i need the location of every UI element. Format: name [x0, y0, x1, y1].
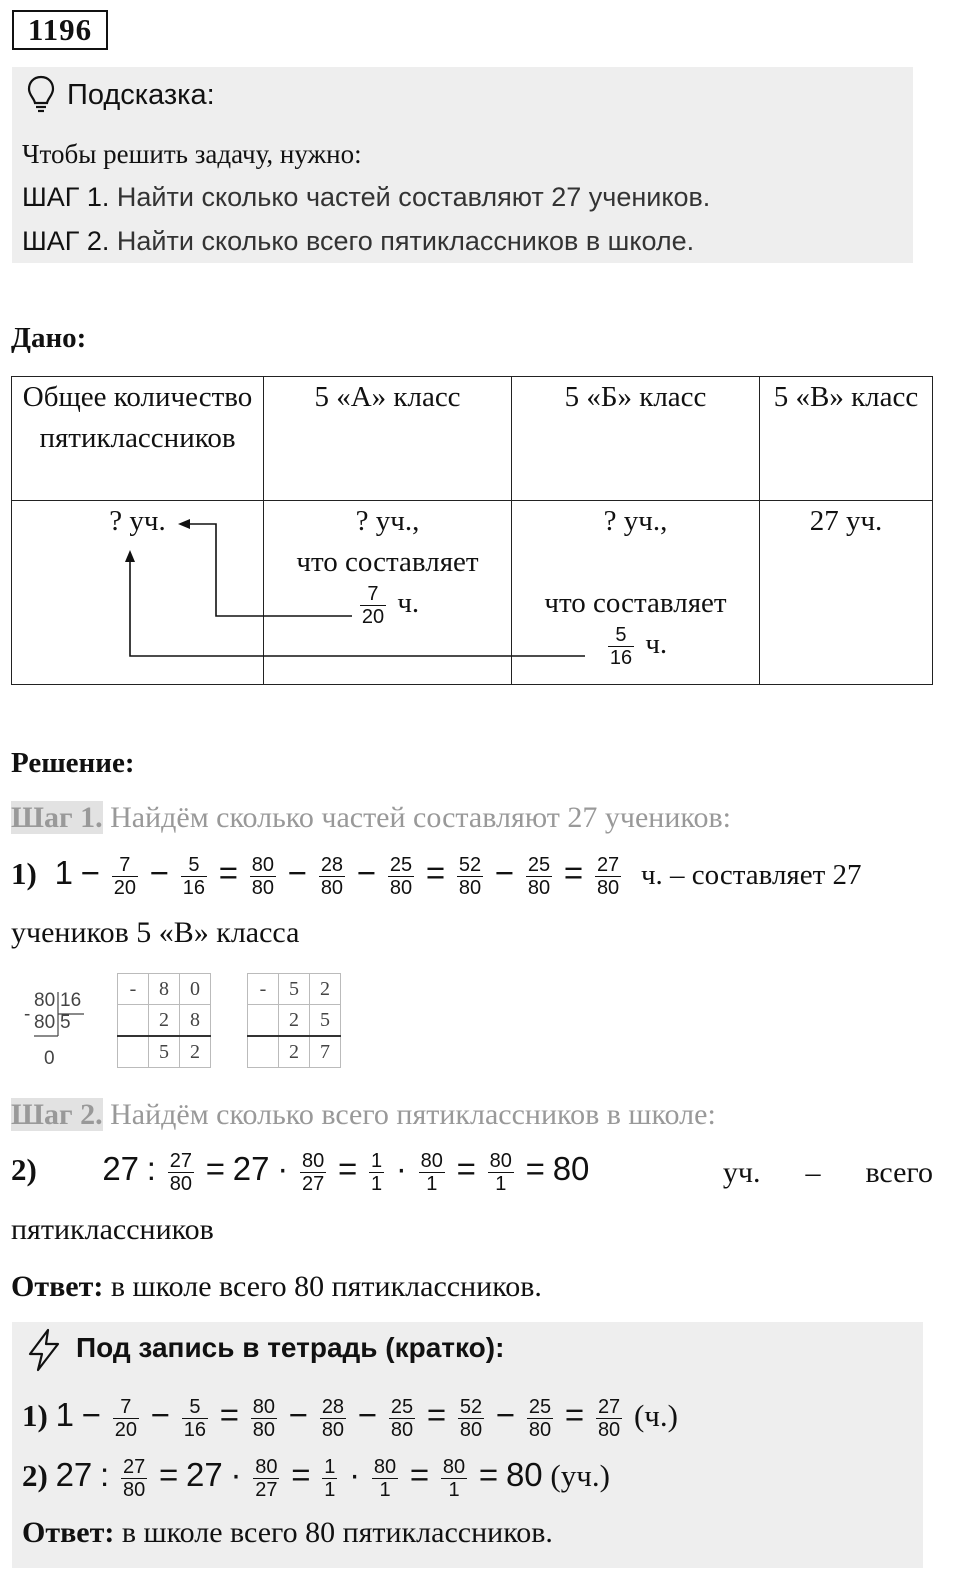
nb-eq2-equals: = — [409, 1456, 430, 1493]
eq1-minus: − — [356, 854, 377, 891]
division-remainder: 0 — [44, 1048, 55, 1069]
step1-heading — [11, 801, 731, 835]
notebook-box — [12, 1322, 923, 1568]
header-b: 5 «Б» класс — [512, 377, 760, 501]
nb-eq2-label: 2) — [22, 1458, 48, 1493]
eq2-equals: = — [205, 1150, 225, 1187]
arrow-a-to-total — [186, 524, 352, 616]
arrowhead-a — [178, 519, 190, 529]
nb-eq1-frac-28-80: $\frac{28}{80}$ — [321, 1396, 345, 1442]
hint-title: Подсказка: — [67, 79, 215, 111]
task-number: 1196 — [12, 10, 108, 50]
eq1-equals: = — [218, 854, 239, 891]
arrow-b-to-total — [130, 560, 585, 656]
division-minus: - — [24, 1004, 31, 1025]
header-c: 5 «В» класс — [760, 377, 933, 501]
nb-eq1-frac-25-80b: $\frac{25}{80}$ — [528, 1396, 552, 1442]
eq1-tail: ч. – составляет 27 — [640, 859, 862, 891]
eq2-27: 27 — [102, 1150, 140, 1187]
nb-eq1-frac-27-80: $\frac{27}{80}$ — [597, 1396, 621, 1442]
nb-eq1-minus: − — [150, 1396, 170, 1433]
nb-eq2-27: 27 — [55, 1456, 93, 1493]
eq2-frac-1-1: $\frac{1}{1}$ — [371, 1150, 383, 1196]
nb-eq1-unit: (ч.) — [633, 1398, 678, 1433]
b-fraction: $\frac{5}{16}$ — [609, 624, 633, 669]
nb-eq1-label: 1) — [22, 1398, 48, 1433]
eq1-minus: − — [287, 854, 308, 891]
eq1-frac-7-20: $\frac{7}{20}$ — [113, 854, 136, 900]
nb-eq1-frac-7-20: $\frac{7}{20}$ — [114, 1396, 137, 1442]
nb-eq1-frac-25-80: $\frac{25}{80}$ — [390, 1396, 414, 1442]
hint-intro: Чтобы решить задачу, нужно: — [22, 139, 362, 169]
nb-eq1-frac-5-16: $\frac{5}{16}$ — [183, 1396, 206, 1442]
nb-eq1-minus: − — [81, 1396, 101, 1433]
equation-2 — [11, 1150, 933, 1195]
nb-eq2-dot: · — [230, 1456, 242, 1493]
nb-eq1-equals: = — [426, 1396, 447, 1433]
eq2-frac-80-1b: $\frac{80}{1}$ — [489, 1150, 512, 1196]
eq1-frac-80-80: $\frac{80}{80}$ — [251, 854, 275, 900]
eq1-frac-25-80: $\frac{25}{80}$ — [389, 854, 413, 900]
eq2-equals: = — [456, 1150, 476, 1187]
step2-text: Найдём сколько всего пятиклассников в школе: — [102, 1098, 716, 1131]
nb-eq1-minus: − — [495, 1396, 516, 1433]
b-unit: ч. — [645, 628, 668, 661]
division-dividend: 80 — [34, 990, 56, 1011]
eq1-frac-5-16: $\frac{5}{16}$ — [182, 854, 205, 900]
long-division — [24, 990, 94, 1070]
nb-answer-label: Ответ: — [22, 1516, 115, 1549]
eq1-minus: − — [80, 854, 100, 891]
hint-step-1-label: ШАГ 1. — [22, 182, 110, 212]
nb-eq1-equals: = — [219, 1396, 240, 1433]
hint-step-2-text: Найти сколько всего пятиклассников в школе. — [109, 226, 695, 256]
notebook-equation-2 — [22, 1456, 610, 1501]
nb-eq2-frac-80-27: $\frac{80}{27}$ — [255, 1456, 278, 1502]
nb-eq2-equals: = — [291, 1456, 311, 1493]
eq1-frac-28-80: $\frac{28}{80}$ — [320, 854, 344, 900]
nb-eq2-80: 80 — [505, 1456, 543, 1493]
eq1-frac-27-80: $\frac{27}{80}$ — [596, 854, 620, 900]
answer-text: в школе всего 80 пятиклассников. — [103, 1270, 542, 1303]
nb-eq2-equals: = — [478, 1456, 499, 1493]
nb-eq2-equals: = — [158, 1456, 179, 1493]
eq2-dot: · — [395, 1150, 407, 1187]
a-line2: что составляет — [296, 546, 479, 578]
eq1-continuation: учеников 5 «В» класса — [11, 916, 300, 949]
division-subtrahend: 80 — [34, 1012, 56, 1033]
eq1-one: 1 — [54, 854, 73, 891]
c-value: 27 уч. — [809, 505, 883, 537]
nb-eq1-minus: − — [288, 1396, 309, 1433]
eq1-equals: = — [425, 854, 446, 891]
subtraction-grid-2: - 5 2 2 5 2 7 — [247, 973, 341, 1068]
header-total: Общее количество пятиклассников — [12, 377, 264, 501]
lightning-icon — [24, 1328, 64, 1372]
division-lines — [24, 990, 94, 1070]
eq1-equals: = — [563, 854, 584, 891]
arrows-diagram — [0, 0, 960, 700]
nb-eq1-equals: = — [564, 1396, 585, 1433]
nb-eq1-frac-52-80: $\frac{52}{80}$ — [459, 1396, 483, 1442]
nb-eq1-frac-80-80: $\frac{80}{80}$ — [252, 1396, 276, 1442]
eq1-minus: − — [494, 854, 515, 891]
eq2-frac-80-1: $\frac{80}{1}$ — [420, 1150, 443, 1196]
hint-step-2-label: ШАГ 2. — [22, 226, 110, 256]
subtraction-grid-1: - 8 0 2 8 5 2 — [117, 973, 211, 1068]
total-value: ? уч. — [109, 505, 166, 537]
step2-heading — [11, 1098, 716, 1132]
equation-1 — [11, 854, 862, 899]
notebook-answer — [22, 1516, 553, 1550]
hint-step-1-text: Найти сколько частей составляют 27 учеников. — [109, 182, 711, 212]
eq2-27b: 27 — [232, 1150, 270, 1187]
nb-eq2-colon: : — [100, 1456, 110, 1493]
eq1-frac-25-80b: $\frac{25}{80}$ — [527, 854, 551, 900]
eq2-continuation: пятиклассников — [11, 1213, 214, 1246]
a-unit: ч. — [397, 587, 420, 620]
eq1-label: 1) — [11, 856, 37, 891]
eq2-80: 80 — [552, 1150, 590, 1187]
nb-eq1-one: 1 — [55, 1396, 74, 1433]
a-line1: ? уч., — [355, 505, 420, 537]
eq2-frac-80-27: $\frac{80}{27}$ — [301, 1150, 325, 1196]
notebook-title: Под запись в тетрадь (кратко): — [76, 1332, 505, 1363]
b-line2: что составляет — [544, 587, 727, 619]
solution-title: Решение: — [11, 747, 135, 779]
answer — [11, 1270, 542, 1304]
nb-eq2-frac-1-1: $\frac{1}{1}$ — [324, 1456, 336, 1502]
division-divisor: 16 — [60, 990, 82, 1011]
step1-tag: Шаг 1. — [11, 801, 103, 834]
nb-eq2-frac-27-80: $\frac{27}{80}$ — [122, 1456, 146, 1502]
answer-label: Ответ: — [11, 1270, 104, 1303]
nb-eq2-frac-80-1: $\frac{80}{1}$ — [373, 1456, 397, 1502]
eq2-tail: уч. – всего — [722, 1156, 933, 1189]
b-line1: ? уч., — [603, 505, 668, 537]
step1-text: Найдём сколько частей составляют 27 учеников: — [102, 801, 731, 834]
eq2-dot: · — [277, 1150, 289, 1187]
eq1-minus: − — [149, 854, 169, 891]
a-fraction: $\frac{7}{20}$ — [361, 583, 385, 628]
eq2-equals: = — [525, 1150, 545, 1187]
eq2-frac-27-80: $\frac{27}{80}$ — [169, 1150, 192, 1196]
division-quotient: 5 — [60, 1012, 71, 1033]
nb-eq2-dot: · — [349, 1456, 361, 1493]
step2-tag: Шаг 2. — [11, 1098, 103, 1131]
nb-eq2-unit: (уч.) — [550, 1458, 610, 1493]
notebook-equation-1 — [22, 1396, 678, 1441]
nb-eq1-minus: − — [357, 1396, 378, 1433]
given-title: Дано: — [11, 322, 87, 354]
nb-answer-text: в школе всего 80 пятиклассников. — [114, 1516, 553, 1549]
nb-eq2-frac-80-1b: $\frac{80}{1}$ — [442, 1456, 466, 1502]
eq2-label: 2) — [11, 1152, 37, 1187]
arrowhead-b — [125, 550, 135, 562]
eq2-colon: : — [146, 1150, 156, 1187]
eq1-frac-52-80: $\frac{52}{80}$ — [458, 854, 482, 900]
eq2-equals: = — [337, 1150, 358, 1187]
header-a: 5 «А» класс — [264, 377, 512, 501]
nb-eq2-27b: 27 — [186, 1456, 223, 1493]
